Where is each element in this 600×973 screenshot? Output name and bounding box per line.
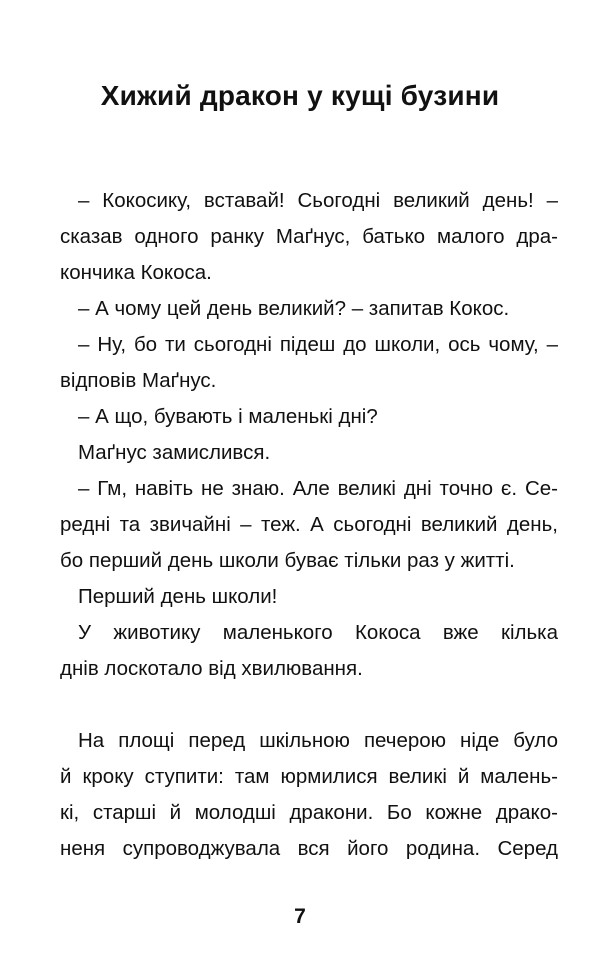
text-line: – Кокосику, вставай! Сьогодні великий день! – (78, 189, 558, 212)
page-number: 7 (294, 905, 306, 928)
text-line: сказав одного ранку Маґнус, батько малого дра- (60, 225, 558, 248)
text-line: кончика Кокоса. (60, 261, 212, 284)
paragraph (60, 399, 558, 435)
text-line: – А чому цей день великий? – запитав Кокос. (78, 297, 510, 320)
section-break (60, 687, 558, 723)
text-line: кі, старші й молодші дракони. Бо кожне драко- (60, 801, 558, 824)
paragraph (60, 723, 558, 867)
paragraph (60, 615, 558, 687)
text-line: Маґнус замислився. (78, 441, 271, 464)
text-line: У животику маленького Кокоса вже кілька (78, 621, 558, 644)
text-line: – А що, бувають і маленькі дні? (78, 405, 378, 428)
paragraph (60, 579, 558, 615)
text-line: редні та звичайні – теж. А сьогодні великий день, (60, 513, 558, 536)
text-line: – Гм, навіть не знаю. Але великі дні точно є. Се- (78, 477, 558, 500)
text-line: На площі перед шкільною печерою ніде було (78, 729, 558, 752)
text-line: й кроку ступити: там юрмилися великі й малень- (60, 765, 558, 788)
text-line: днів лоскотало від хвилювання. (60, 657, 363, 680)
text-line: бо перший день школи буває тільки раз у житті. (60, 549, 515, 572)
paragraph (60, 435, 558, 471)
text-line: – Ну, бо ти сьогодні підеш до школи, ось чому, – (78, 333, 558, 356)
text-line: відповів Маґнус. (60, 369, 217, 392)
body-text (60, 183, 558, 867)
chapter-title: Хижий дракон у кущі бузини (100, 80, 500, 111)
text-line: Перший день школи! (78, 585, 278, 608)
paragraph (60, 471, 558, 579)
paragraph (60, 291, 558, 327)
text-line: неня супроводжувала вся його родина. Серед (60, 837, 558, 860)
paragraph (60, 327, 558, 399)
paragraph (60, 183, 558, 291)
